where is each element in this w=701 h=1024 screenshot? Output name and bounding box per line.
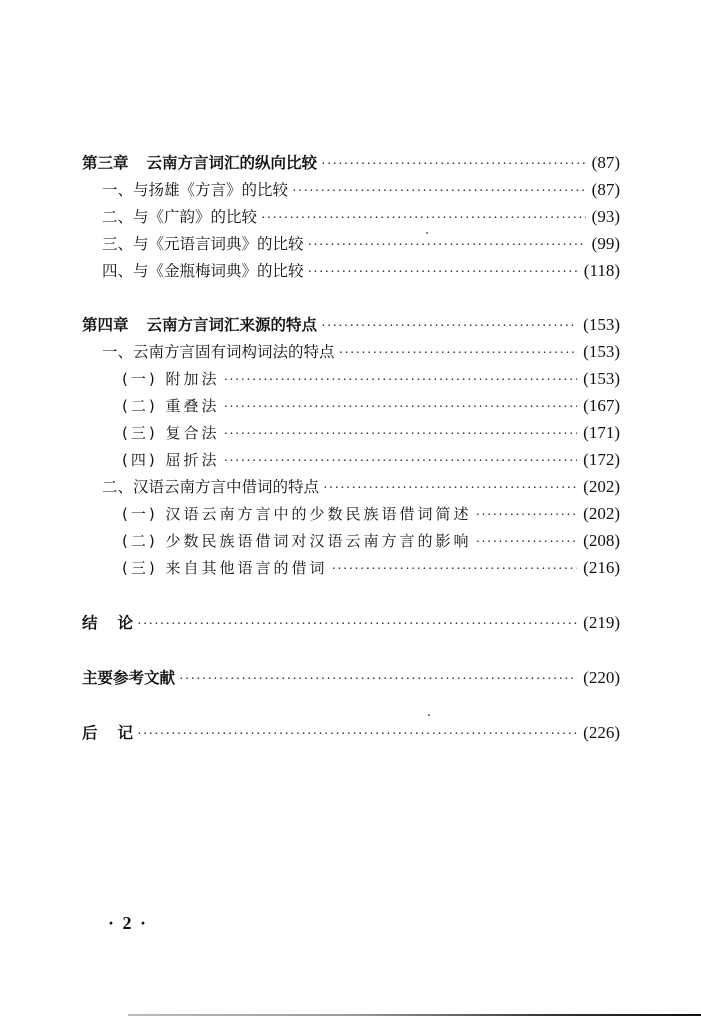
page-ref: (216) — [583, 558, 620, 577]
page-ref: (87) — [591, 180, 620, 199]
subsection-title: (三) 来自其他语言的借词 — [122, 559, 328, 577]
dot-leader — [137, 721, 577, 748]
spacer — [82, 636, 620, 664]
section-title: 二、与《广韵》的比较 — [102, 208, 258, 226]
toc-entry-subsection[interactable] — [82, 500, 620, 527]
toc-entry-chapter-4[interactable] — [82, 311, 620, 338]
section-title: 一、与扬雄《方言》的比较 — [102, 181, 289, 199]
page-ref: (99) — [591, 234, 620, 253]
section-title: 三、与《元语言词典》的比较 — [102, 235, 304, 253]
spacer — [82, 581, 620, 609]
dot-leader — [308, 232, 586, 259]
page-ref: (87) — [591, 153, 620, 172]
toc-entry-section[interactable] — [82, 257, 620, 284]
dot-leader — [331, 556, 577, 583]
toc-entry-conclusion[interactable] — [82, 609, 620, 636]
dot-leader — [475, 502, 577, 529]
spacer — [82, 284, 620, 311]
page-ref: (171) — [583, 423, 620, 442]
dot-leader — [323, 475, 577, 502]
toc-entry-subsection[interactable] — [82, 527, 620, 554]
scan-speck — [426, 232, 428, 234]
toc-entry-section[interactable] — [82, 176, 620, 203]
dot-leader — [137, 611, 577, 638]
toc-entry-afterword[interactable] — [82, 719, 620, 746]
subsection-title: (一) 汉语云南方言中的少数民族语借词简述 — [122, 505, 472, 523]
section-title: 一、云南方言固有词构词法的特点 — [102, 343, 335, 361]
dot-leader — [292, 178, 586, 205]
page-number: · 2 · — [108, 913, 149, 933]
toc-entry-section[interactable] — [82, 230, 620, 257]
subsection-title: (一) 附加法 — [122, 370, 220, 388]
spacer — [82, 691, 620, 719]
chapter-number: 第三章 — [82, 154, 129, 172]
toc-entry-section[interactable] — [82, 203, 620, 230]
page-ref: (219) — [583, 613, 620, 632]
page-ref: (220) — [583, 668, 620, 687]
chapter-number: 第四章 — [82, 316, 129, 334]
dot-leader — [321, 151, 586, 178]
toc-entry-subsection[interactable] — [82, 419, 620, 446]
dot-leader — [261, 205, 586, 232]
dot-leader — [475, 529, 577, 556]
scan-speck — [428, 714, 430, 716]
conclusion-char-2: 论 — [117, 614, 134, 632]
toc-entry-chapter-3[interactable] — [82, 149, 620, 176]
page-ref: (208) — [583, 531, 620, 550]
toc-entry-section[interactable] — [82, 473, 620, 500]
chapter-title: 云南方言词汇的纵向比较 — [146, 154, 318, 172]
conclusion-char-1: 结 — [82, 614, 98, 632]
dot-leader — [223, 367, 577, 394]
dot-leader — [179, 666, 577, 693]
page-ref: (93) — [591, 207, 620, 226]
toc-entry-subsection[interactable] — [82, 554, 620, 581]
dot-leader — [339, 340, 578, 367]
subsection-title: (四) 屈折法 — [122, 451, 220, 469]
toc-entry-subsection[interactable] — [82, 392, 620, 419]
page-ref: (153) — [583, 315, 620, 334]
page-ref: (153) — [583, 342, 620, 361]
chapter-title: 云南方言词汇来源的特点 — [146, 316, 318, 334]
toc-entry-references[interactable] — [82, 664, 620, 691]
page-ref: (167) — [583, 396, 620, 415]
subsection-title: (二) 少数民族语借词对汉语云南方言的影响 — [122, 532, 472, 550]
toc-entry-subsection[interactable] — [82, 446, 620, 473]
references-title: 主要参考文献 — [82, 669, 176, 687]
dot-leader — [223, 394, 577, 421]
afterword-char-2: 记 — [117, 724, 134, 742]
section-title: 二、汉语云南方言中借词的特点 — [102, 478, 320, 496]
page-ref: (172) — [583, 450, 620, 469]
subsection-title: (三) 复合法 — [122, 424, 220, 442]
dot-leader — [223, 448, 577, 475]
page-ref: (153) — [583, 369, 620, 388]
subsection-title: (二) 重叠法 — [122, 397, 220, 415]
page-ref: (202) — [583, 504, 620, 523]
toc-entry-section[interactable] — [82, 338, 620, 365]
dot-leader — [321, 313, 577, 340]
toc-entry-subsection[interactable] — [82, 365, 620, 392]
footer-rule — [128, 1014, 701, 1016]
table-of-contents — [82, 149, 620, 746]
section-title: 四、与《金瓶梅词典》的比较 — [102, 262, 304, 280]
dot-leader — [223, 421, 577, 448]
dot-leader — [308, 259, 578, 286]
page-ref: (118) — [583, 261, 620, 280]
page-ref: (226) — [583, 723, 620, 742]
afterword-char-1: 后 — [82, 724, 98, 742]
page-ref: (202) — [583, 477, 620, 496]
